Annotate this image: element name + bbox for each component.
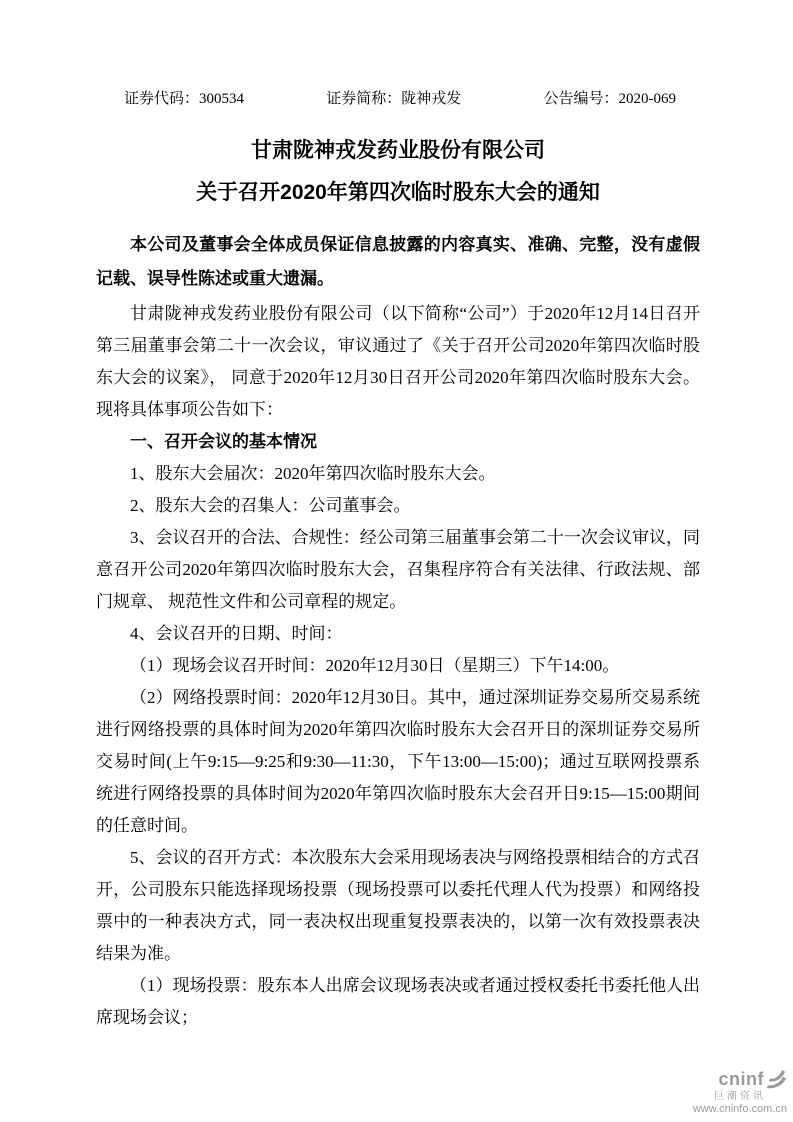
section-1-heading: 一、召开会议的基本情况 [130, 432, 317, 451]
stock-abbr-label: 证券简称：陇神戎发 [326, 91, 462, 107]
legality-paragraph: 3、会议召开的合法、合规性：经公司第三届董事会第二十一次会议审议，同意召开公司2020年第四次临时股东大会，召集程序符合有关法律、行政法规、部门规章、 规范性文件和公司章程的规定。 [96, 528, 700, 611]
meeting-method-paragraph: 5、会议的召开方式：本次股东大会采用现场表决与网络投票相结合的方式召开，公司股东只能选择现场投票（现场投票可以委托代理人代为投票）和网络投票中的一种表决方式，同一表决权出现重复投票表决的，以第一次有效投票表决结果为准。 [96, 848, 700, 963]
document-content [96, 88, 700, 1034]
cninfo-logo-text: cninf [718, 1069, 764, 1090]
cninfo-swirl-icon [766, 1069, 787, 1090]
cninfo-watermark [693, 1069, 787, 1116]
meeting-session-paragraph: 1、股东大会届次：2020年第四次临时股东大会。 [130, 464, 496, 483]
company-name-title: 甘肃陇神戎发药业股份有限公司 [251, 139, 545, 162]
onsite-time-paragraph: （1）现场会议召开时间：2020年12月30日（星期三）下午14:00。 [130, 656, 620, 675]
cninfo-logo-url: www.cninfo.com.cn [692, 1103, 787, 1116]
disclaimer-paragraph: 本公司及董事会全体成员保证信息披露的内容真实、准确、完整，没有虚假记载、误导性陈述或重大遗漏。 [96, 235, 700, 288]
online-voting-time-paragraph: （2）网络投票时间：2020年12月30日。其中，通过深圳证券交易所交易系统进行网络投票的具体时间为2020年第四次临时股东大会召开日的深圳证券交易所交易时间(上午9:15—9:25和9:30—11:30，下午13:00—15:00)；通过互联网投票系统进行网络投票的具体时间为2020年第四次临时股东大会召开日9:15—15:00期间的任意时间。 [96, 688, 700, 835]
cninfo-logo-chinese: 巨潮资讯 [713, 1090, 766, 1102]
stock-code-label: 证券代码：300534 [124, 91, 245, 107]
document-header [96, 88, 700, 110]
cninfo-logo-row [693, 1069, 787, 1090]
announcement-no-label: 公告编号：2020-069 [543, 91, 676, 107]
convener-paragraph: 2、股东大会的召集人：公司董事会。 [130, 496, 411, 515]
date-time-paragraph: 4、会议召开的日期、时间： [130, 624, 343, 643]
onsite-voting-paragraph: （1）现场投票：股东本人出席会议现场表决或者通过授权委托书委托他人出席现场会议； [96, 976, 700, 1027]
intro-paragraph: 甘肃陇神戎发药业股份有限公司（以下简称“公司”）于2020年12月14日召开第三届董事会第二十一次会议，审议通过了《关于召开公司2020年第四次临时股东大会的议案》， 同意于2020年12月30日召开公司2020年第四次临时股东大会。现将具体事项公告如下： [96, 304, 700, 419]
notice-title: 关于召开2020年第四次临时股东大会的通知 [196, 181, 600, 204]
